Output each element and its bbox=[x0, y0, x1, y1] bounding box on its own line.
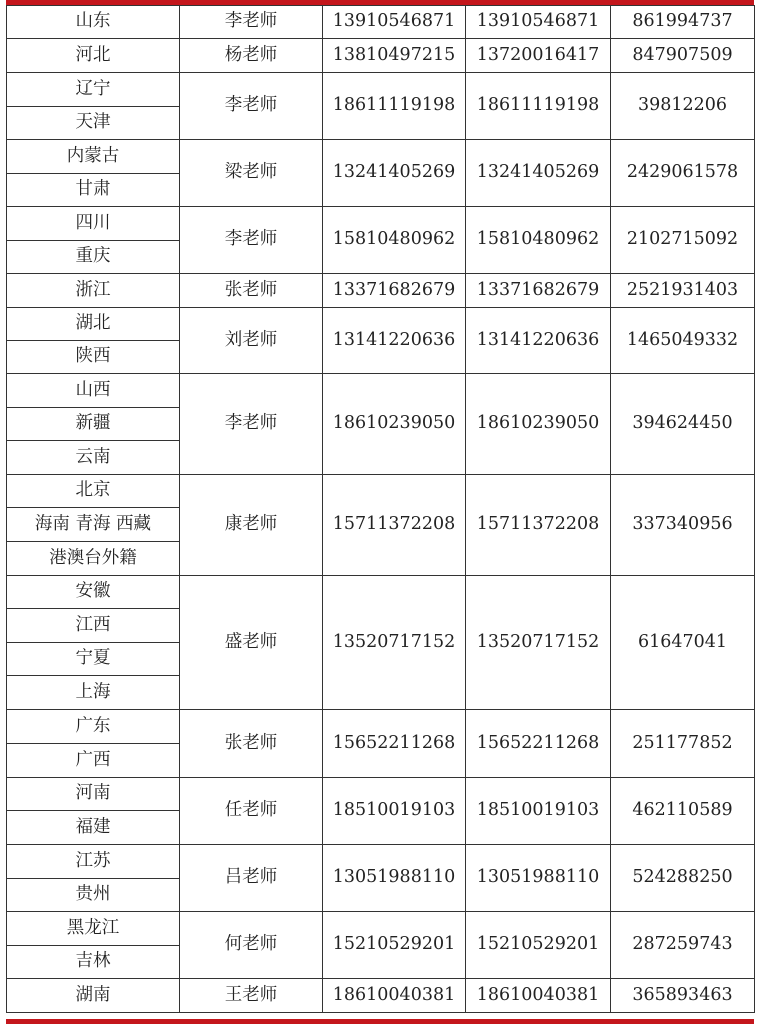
phone-cell: 13371682679 bbox=[323, 274, 466, 308]
qq-cell: 524288250 bbox=[611, 845, 755, 912]
wechat-cell: 18510019103 bbox=[466, 778, 611, 845]
province-cell: 山东 bbox=[7, 6, 180, 39]
phone-cell: 15810480962 bbox=[323, 207, 466, 274]
phone-cell: 13051988110 bbox=[323, 845, 466, 912]
table-row bbox=[7, 475, 755, 508]
province-cell: 陕西 bbox=[7, 341, 180, 374]
qq-cell: 462110589 bbox=[611, 778, 755, 845]
wechat-cell: 18610040381 bbox=[466, 979, 611, 1013]
province-cell: 江西 bbox=[7, 609, 180, 643]
province-cell: 广东 bbox=[7, 710, 180, 744]
wechat-cell: 13371682679 bbox=[466, 274, 611, 308]
qq-cell: 2429061578 bbox=[611, 140, 755, 207]
teacher-cell: 杨老师 bbox=[180, 39, 323, 73]
phone-cell: 13241405269 bbox=[323, 140, 466, 207]
teacher-cell: 盛老师 bbox=[180, 576, 323, 710]
province-cell: 山西 bbox=[7, 374, 180, 408]
teacher-cell: 刘老师 bbox=[180, 308, 323, 374]
bottom-red-rule bbox=[6, 1019, 754, 1024]
qq-cell: 394624450 bbox=[611, 374, 755, 475]
phone-cell: 15711372208 bbox=[323, 475, 466, 576]
wechat-cell: 18610239050 bbox=[466, 374, 611, 475]
qq-cell: 365893463 bbox=[611, 979, 755, 1013]
phone-cell: 18510019103 bbox=[323, 778, 466, 845]
teacher-cell: 张老师 bbox=[180, 710, 323, 778]
teacher-cell: 李老师 bbox=[180, 374, 323, 475]
phone-cell: 15210529201 bbox=[323, 912, 466, 979]
province-cell: 辽宁 bbox=[7, 73, 180, 107]
phone-cell: 18611119198 bbox=[323, 73, 466, 140]
phone-cell: 18610040381 bbox=[323, 979, 466, 1013]
province-cell: 河北 bbox=[7, 39, 180, 73]
table-row bbox=[7, 207, 755, 241]
province-cell: 广西 bbox=[7, 744, 180, 778]
teacher-cell: 李老师 bbox=[180, 6, 323, 39]
phone-cell: 13810497215 bbox=[323, 39, 466, 73]
province-cell: 宁夏 bbox=[7, 643, 180, 676]
qq-cell: 861994737 bbox=[611, 6, 755, 39]
province-cell: 新疆 bbox=[7, 408, 180, 441]
table-row bbox=[7, 912, 755, 946]
province-cell: 天津 bbox=[7, 107, 180, 140]
province-cell: 海南 青海 西藏 bbox=[7, 508, 180, 542]
table-row bbox=[7, 778, 755, 811]
phone-cell: 13910546871 bbox=[323, 6, 466, 39]
teacher-cell: 康老师 bbox=[180, 475, 323, 576]
table-row bbox=[7, 140, 755, 174]
province-cell: 吉林 bbox=[7, 946, 180, 979]
qq-cell: 337340956 bbox=[611, 475, 755, 576]
wechat-cell: 13241405269 bbox=[466, 140, 611, 207]
table-row bbox=[7, 39, 755, 73]
province-cell: 河南 bbox=[7, 778, 180, 811]
province-cell: 湖北 bbox=[7, 308, 180, 341]
province-cell: 北京 bbox=[7, 475, 180, 508]
qq-cell: 251177852 bbox=[611, 710, 755, 778]
table-row bbox=[7, 576, 755, 609]
teacher-cell: 任老师 bbox=[180, 778, 323, 845]
phone-cell: 15652211268 bbox=[323, 710, 466, 778]
wechat-cell: 13520717152 bbox=[466, 576, 611, 710]
province-cell: 四川 bbox=[7, 207, 180, 241]
teacher-cell: 何老师 bbox=[180, 912, 323, 979]
qq-cell: 2102715092 bbox=[611, 207, 755, 274]
teacher-cell: 吕老师 bbox=[180, 845, 323, 912]
wechat-cell: 13141220636 bbox=[466, 308, 611, 374]
table-row bbox=[7, 979, 755, 1013]
province-cell: 内蒙古 bbox=[7, 140, 180, 174]
province-cell: 安徽 bbox=[7, 576, 180, 609]
teacher-cell: 李老师 bbox=[180, 207, 323, 274]
province-cell: 甘肃 bbox=[7, 174, 180, 207]
province-cell: 云南 bbox=[7, 441, 180, 475]
table-row bbox=[7, 6, 755, 39]
table-row bbox=[7, 274, 755, 308]
qq-cell: 847907509 bbox=[611, 39, 755, 73]
wechat-cell: 13720016417 bbox=[466, 39, 611, 73]
teacher-cell: 王老师 bbox=[180, 979, 323, 1013]
wechat-cell: 18611119198 bbox=[466, 73, 611, 140]
qq-cell: 2521931403 bbox=[611, 274, 755, 308]
teacher-cell: 李老师 bbox=[180, 73, 323, 140]
wechat-cell: 15652211268 bbox=[466, 710, 611, 778]
teacher-cell: 梁老师 bbox=[180, 140, 323, 207]
province-cell: 浙江 bbox=[7, 274, 180, 308]
province-cell: 贵州 bbox=[7, 879, 180, 912]
contact-table-body bbox=[7, 6, 755, 1013]
table-row bbox=[7, 710, 755, 744]
teacher-cell: 张老师 bbox=[180, 274, 323, 308]
province-cell: 湖南 bbox=[7, 979, 180, 1013]
province-cell: 重庆 bbox=[7, 241, 180, 274]
qq-cell: 61647041 bbox=[611, 576, 755, 710]
phone-cell: 18610239050 bbox=[323, 374, 466, 475]
qq-cell: 287259743 bbox=[611, 912, 755, 979]
wechat-cell: 15210529201 bbox=[466, 912, 611, 979]
wechat-cell: 13910546871 bbox=[466, 6, 611, 39]
contact-table bbox=[6, 5, 755, 1013]
qq-cell: 1465049332 bbox=[611, 308, 755, 374]
table-row bbox=[7, 73, 755, 107]
table-row bbox=[7, 308, 755, 341]
province-cell: 江苏 bbox=[7, 845, 180, 879]
wechat-cell: 15711372208 bbox=[466, 475, 611, 576]
province-cell: 福建 bbox=[7, 811, 180, 845]
province-cell: 上海 bbox=[7, 676, 180, 710]
qq-cell: 39812206 bbox=[611, 73, 755, 140]
table-row bbox=[7, 845, 755, 879]
table-row bbox=[7, 374, 755, 408]
province-cell: 港澳台外籍 bbox=[7, 542, 180, 576]
phone-cell: 13141220636 bbox=[323, 308, 466, 374]
phone-cell: 13520717152 bbox=[323, 576, 466, 710]
wechat-cell: 13051988110 bbox=[466, 845, 611, 912]
province-cell: 黑龙江 bbox=[7, 912, 180, 946]
wechat-cell: 15810480962 bbox=[466, 207, 611, 274]
